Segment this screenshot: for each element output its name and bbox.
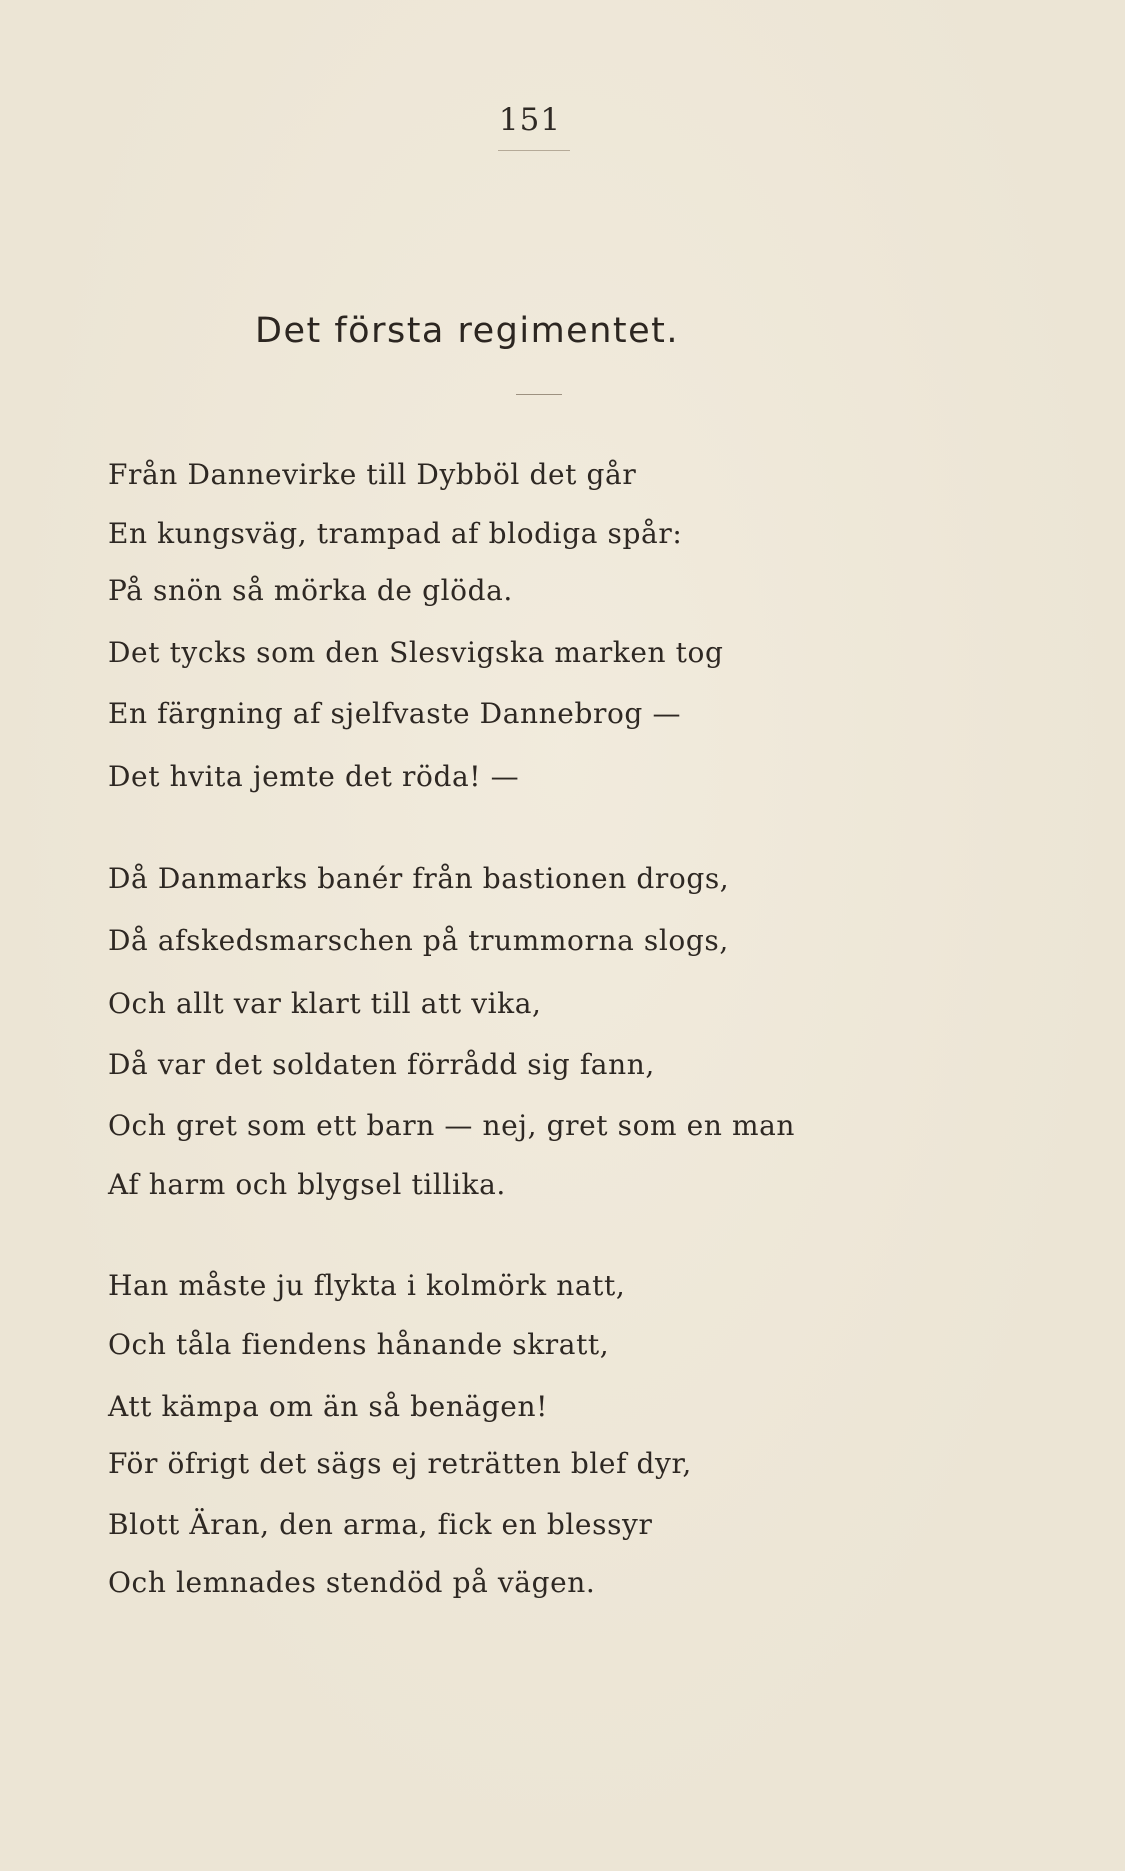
title-rule (516, 394, 562, 395)
poem-line: Då afskedsmarschen på trummorna slogs, (108, 924, 729, 957)
poem-line: Det tycks som den Slesvigska marken tog (108, 636, 724, 669)
poem-line: Då Danmarks banér från bastionen drogs, (108, 862, 730, 895)
page-number: 151 (498, 102, 562, 138)
poem-line: Af harm och blygsel tillika. (108, 1168, 506, 1201)
poem-line: Och gret som ett barn — nej, gret som en man (108, 1109, 796, 1142)
poem-line: En kungsväg, trampad af blodiga spår: (108, 517, 683, 550)
poem-title: Det första regimentet. (255, 311, 679, 351)
page-number-rule (498, 150, 570, 151)
poem-line: Från Dannevirke till Dybböl det går (108, 458, 637, 491)
poem-line: På snön så mörka de glöda. (108, 574, 513, 607)
poem-line: Och lemnades stendöd på vägen. (108, 1566, 596, 1599)
poem-line: Och allt var klart till att vika, (108, 987, 542, 1020)
poem-line: Och tåla fiendens hånande skratt, (108, 1328, 610, 1361)
poem-line: Blott Äran, den arma, fick en blessyr (108, 1508, 653, 1541)
poem-line: Då var det soldaten förrådd sig fann, (108, 1048, 655, 1081)
poem-line: Att kämpa om än så benägen! (108, 1390, 548, 1423)
poem-line: Han måste ju flykta i kolmörk natt, (108, 1269, 626, 1302)
poem-line: En färgning af sjelfvaste Dannebrog — (108, 697, 682, 730)
poem-line: Det hvita jemte det röda! — (108, 760, 520, 793)
poem-line: För öfrigt det sägs ej reträtten blef dyr, (108, 1447, 692, 1480)
